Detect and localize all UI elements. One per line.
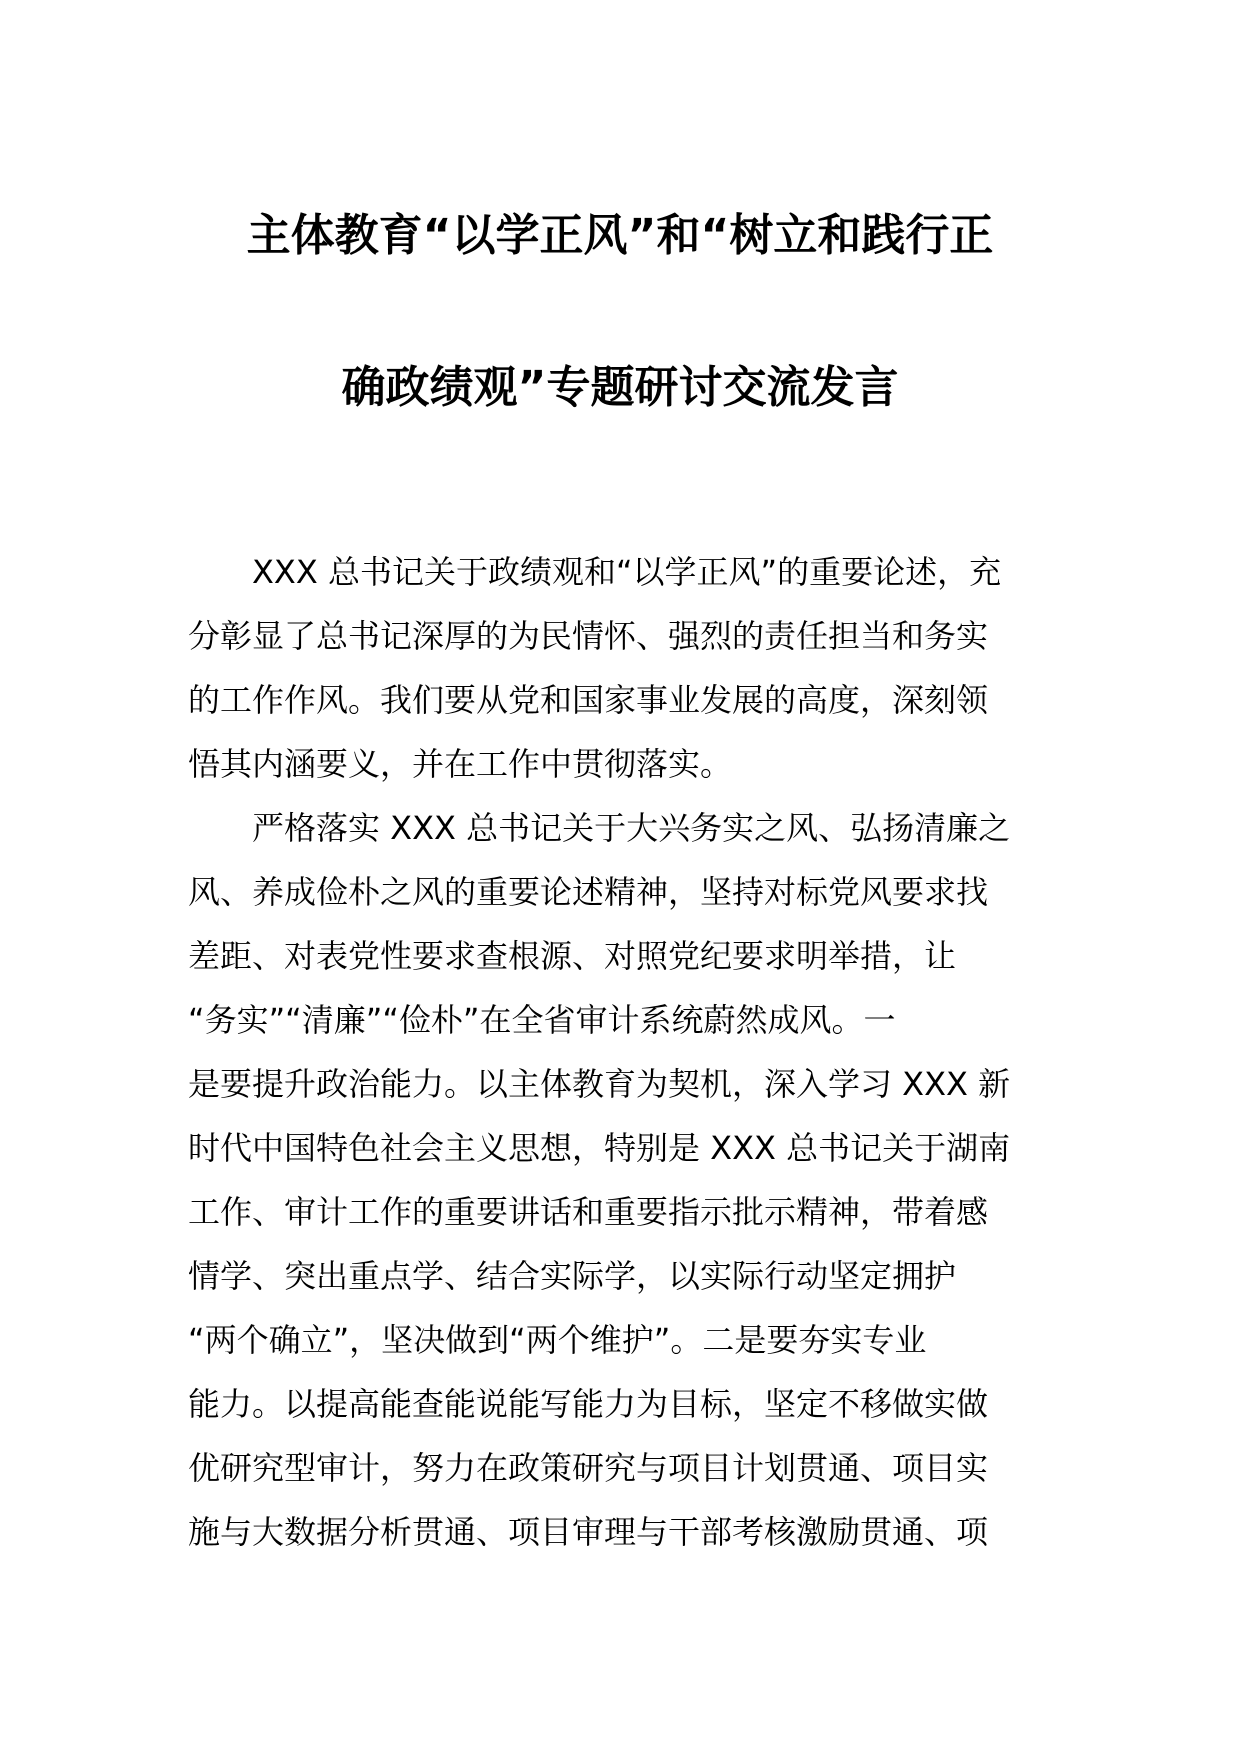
paragraph-2-line-6: 时代中国特色社会主义思想，特别是 XXX 总书记关于湖南 (188, 1129, 1011, 1167)
paragraph-1-line-3: 的工作作风。我们要从党和国家事业发展的高度，深刻领 (188, 681, 989, 719)
paragraph-2-line-11: 优研究型审计，努力在政策研究与项目计划贯通、项目实 (188, 1449, 989, 1487)
document-title-line-2: 确政绩观”专题研讨交流发言 (341, 362, 899, 413)
paragraph-2-line-7: 工作、审计工作的重要讲话和重要指示批示精神，带着感 (188, 1193, 989, 1231)
paragraph-1-line-1: XXX 总书记关于政绩观和“以学正风”的重要论述，充 (252, 553, 1002, 591)
paragraph-2-line-2: 风、养成俭朴之风的重要论述精神，坚持对标党风要求找 (188, 873, 989, 911)
document-title-line-1: 主体教育“以学正风”和“树立和践行正 (246, 210, 994, 261)
paragraph-2-line-1: 严格落实 XXX 总书记关于大兴务实之风、弘扬清廉之 (252, 809, 1011, 847)
paragraph-2-line-3: 差距、对表党性要求查根源、对照党纪要求明举措，让 (188, 937, 957, 975)
paragraph-2-line-10: 能力。以提高能查能说能写能力为目标，坚定不移做实做 (188, 1385, 989, 1423)
paragraph-2-line-4: “务实”“清廉”“俭朴”在全省审计系统蔚然成风。一 (188, 1001, 896, 1039)
paragraph-2-line-9: “两个确立”，坚决做到“两个维护”。二是要夯实专业 (188, 1321, 927, 1359)
paragraph-2-line-8: 情学、突出重点学、结合实际学，以实际行动坚定拥护 (188, 1257, 957, 1295)
paragraph-2-line-12: 施与大数据分析贯通、项目审理与干部考核激励贯通、项 (188, 1513, 989, 1551)
paragraph-2-line-5: 是要提升政治能力。以主体教育为契机，深入学习 XXX 新 (188, 1065, 1011, 1103)
paragraph-1-line-4: 悟其内涵要义，并在工作中贯彻落实。 (188, 745, 733, 783)
paragraph-1-line-2: 分彰显了总书记深厚的为民情怀、强烈的责任担当和务实 (188, 617, 989, 655)
